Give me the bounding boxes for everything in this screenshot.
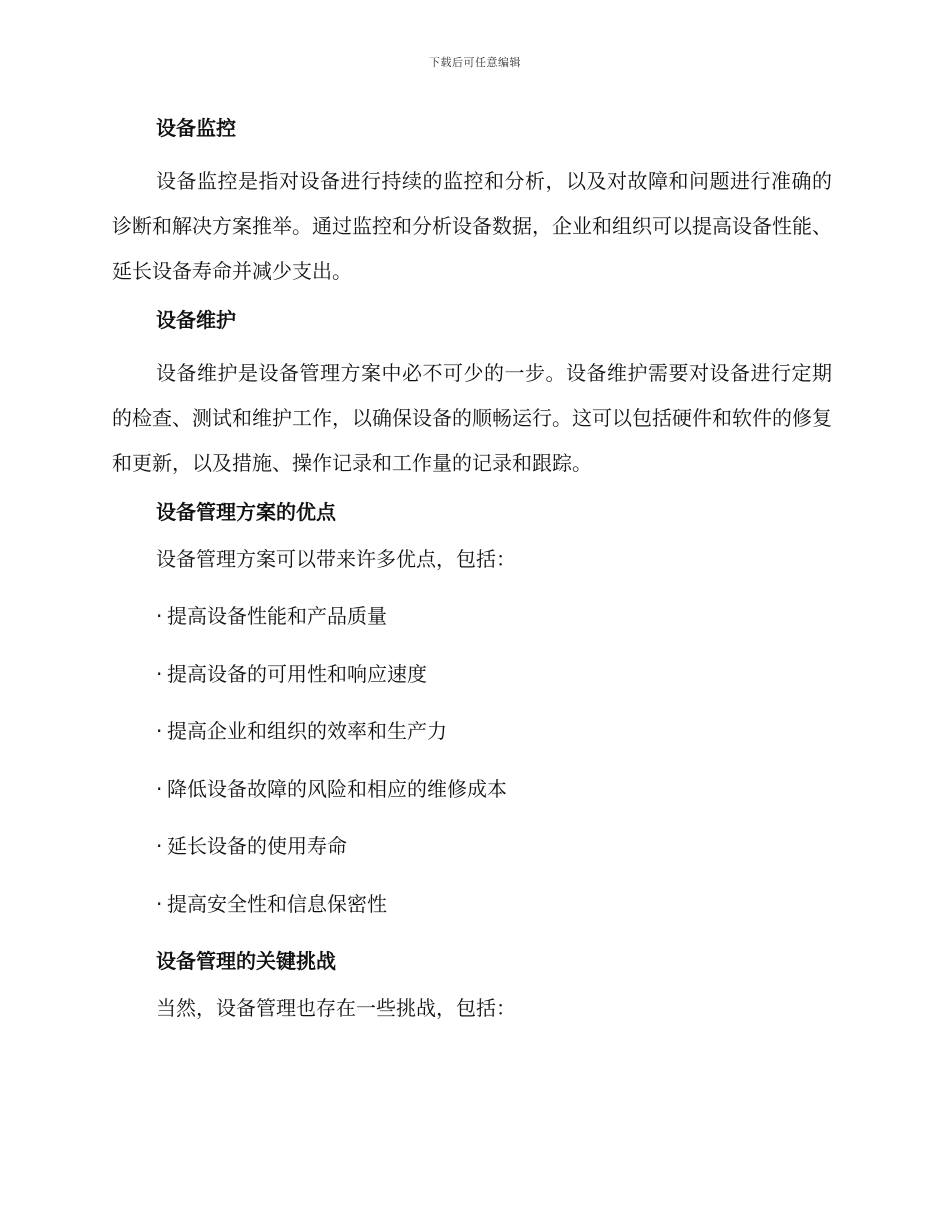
bullet-icon: · [156, 834, 163, 858]
list-item-text: 提高设备的可用性和响应速度 [167, 661, 427, 686]
section-heading-monitoring: 设备监控 [156, 116, 236, 140]
section-paragraph-maintenance: 设备维护是设备管理方案中必不可少的一步。设备维护需要对设备进行定期的检查、测试和维护工作，以确保设备的顺畅运行。这可以包括硬件和软件的修复和更新，以及措施、操作记录和工作量的记录和跟踪。 [112, 361, 832, 475]
list-item [112, 773, 832, 805]
section-paragraph-monitoring: 设备监控是指对设备进行持续的监控和分析，以及对故障和问题进行准确的诊断和解决方案推举。通过监控和分析设备数据，企业和组织可以提高设备性能、延长设备寿命并减少支出。 [112, 169, 832, 283]
advantages-intro: 设备管理方案可以带来许多优点，包括： [156, 547, 516, 571]
bullet-icon: · [156, 891, 163, 916]
list-item [112, 600, 832, 632]
section-heading-maintenance: 设备维护 [156, 308, 236, 332]
bullet-icon: · [156, 719, 163, 743]
list-item [112, 888, 832, 920]
list-item [112, 830, 832, 862]
challenges-intro: 当然，设备管理也存在一些挑战，包括： [156, 996, 516, 1020]
list-item-text: 提高安全性和信息保密性 [167, 891, 387, 916]
list-item [112, 658, 832, 690]
list-item-text: 降低设备故障的风险和相应的维修成本 [167, 776, 507, 801]
section-heading-challenges: 设备管理的关键挑战 [156, 949, 336, 973]
list-item-text: 延长设备的使用寿命 [167, 834, 347, 858]
document-body [112, 112, 832, 1049]
bullet-icon: · [156, 776, 163, 801]
bullet-icon: · [156, 604, 163, 628]
advantages-list [112, 600, 832, 920]
bullet-icon: · [156, 661, 163, 686]
page-header: 下载后可任意编辑 [429, 56, 521, 69]
section-heading-advantages: 设备管理方案的优点 [156, 500, 336, 524]
list-item-text: 提高设备性能和产品质量 [167, 604, 387, 628]
list-item [112, 715, 832, 747]
list-item-text: 提高企业和组织的效率和生产力 [167, 719, 447, 743]
